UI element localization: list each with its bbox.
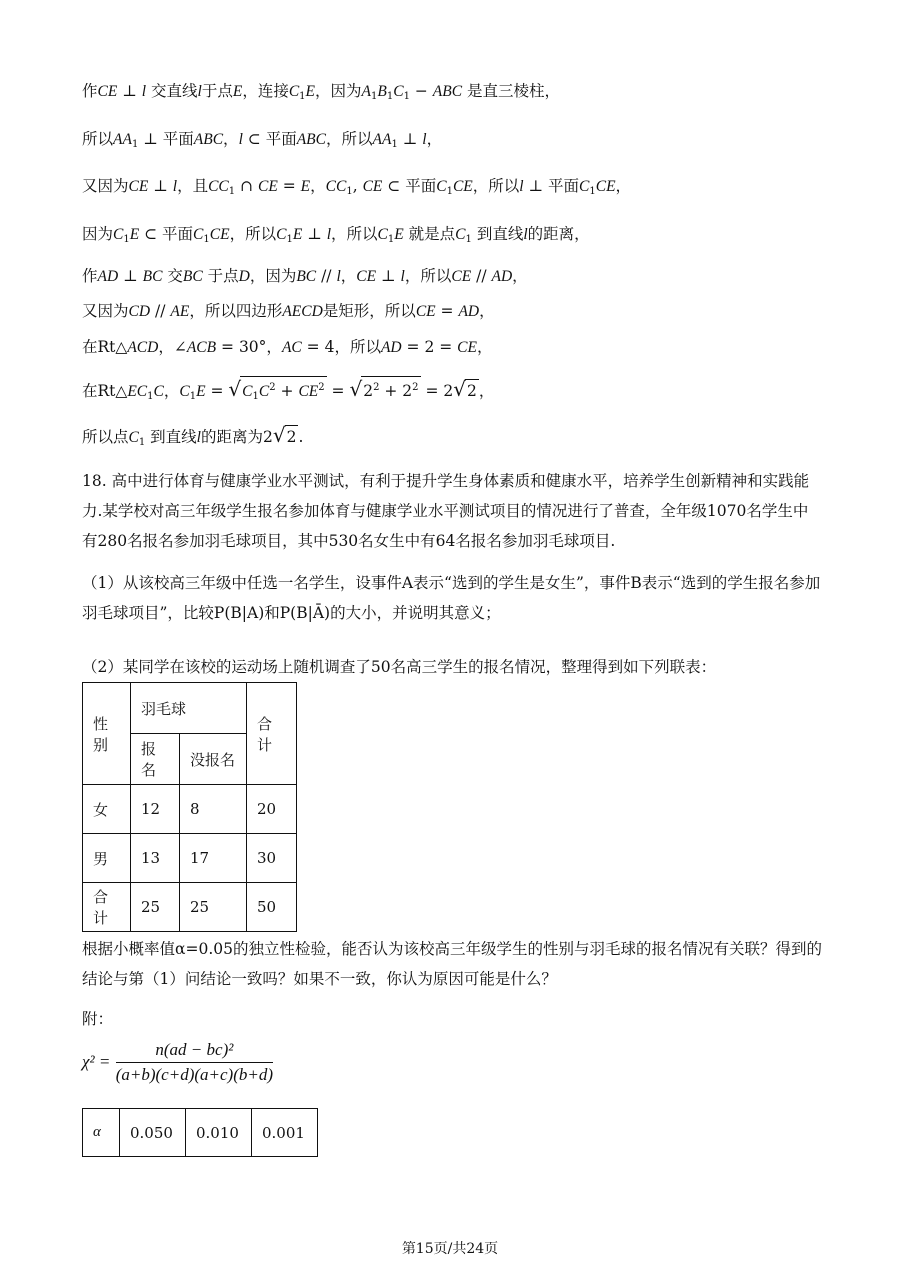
cell-not: 25 [180,883,247,932]
header-total: 合计 [247,683,297,785]
alpha-value: 0.050 [120,1109,186,1157]
header-gender: 性别 [83,683,131,785]
row-label: 合计 [83,883,131,932]
header-not-signed: 没报名 [180,734,247,785]
problem-18-intro: 18. 高中进行体育与健康学业水平测试，有利于提升学生身体素质和健康水平，培养学生创新精神和实践能力.某学校对高三年级学生报名参加体育与健康学业水平测试项目的情况进行了普查，全年级1070名学生中有280名报名参加羽毛球项目，其中530名女生中有64名报名参加羽毛球项目. [82,472,810,550]
proof-line-8: 在$Rt\triangle EC_1C$，$C_1E = √C_1C^2 + CE^2 = √2^2 + 2^2 = 2√2$ ， [82,376,494,408]
cell-signed: 13 [131,834,180,883]
cell-total: 20 [247,785,297,834]
formula-denominator: (a+b)(c+d)(a+c)(b+d) [115,1065,273,1084]
page-footer: 第15页/共24页 [401,1241,499,1257]
problem-18-part2: （2）某同学在该校的运动场上随机调查了50名高三学生的报名情况，整理得到如下列联表： [82,658,717,676]
formula-lhs: χ² = [82,1052,111,1071]
row-label: 女 [83,785,131,834]
cell-not: 17 [180,834,247,883]
problem-18-question: 根据小概率值α=0.05的独立性检验，能否认为该校高三年级学生的性别与羽毛球的报名情况有关联？得到的结论与第（1）问结论一致吗？如果不一致，你认为原因可能是什么？ [82,940,822,988]
row-label: 男 [83,834,131,883]
table-row [83,834,297,883]
proof-line-7: 在Rt△ACD，∠ACB = 30°，AC = 4，所以AD = 2 = CE， [82,338,493,356]
table-row [83,785,297,834]
cell-not: 8 [180,785,247,834]
proof-line-6: 又因为CD // AE，所以四边形AECD是矩形，所以CE = AD， [82,302,495,320]
contingency-table [82,682,297,932]
header-badminton: 羽毛球 [131,683,247,734]
proof-line-5: 作AD ⊥ BC 交BC 于点D，因为BC // l，CE ⊥ l，所以CE // AD， [82,267,528,285]
cell-signed: 25 [131,883,180,932]
alpha-value: 0.001 [252,1109,318,1157]
appendix-label: 附： [82,1010,114,1028]
alpha-value: 0.010 [186,1109,252,1157]
chi-square-formula [82,1040,273,1085]
formula-numerator: n(ad − bc)² [116,1040,273,1063]
proof-line-1: 作CE ⊥ l 交直线l于点E，连接$C_1E$，因为$A_1B_1C_1$ − ABC 是直三棱柱， [82,82,560,102]
proof-line-2: 所以$AA_1$ ⊥ 平面ABC，l ⊂ 平面ABC，所以$AA_1$ ⊥ l， [82,130,443,150]
cell-signed: 12 [131,785,180,834]
header-signed: 报名 [131,734,180,785]
cell-total: 50 [247,883,297,932]
proof-line-3: 又因为CE ⊥ l，且$CC_1$ ∩ CE = E，$CC_1$, CE ⊂ 平面$C_1CE$，所以l ⊥ 平面$C_1CE$， [82,177,632,197]
cell-total: 30 [247,834,297,883]
alpha-label: α [83,1109,120,1157]
proof-line-4: 因为$C_1E$ ⊂ 平面$C_1CE$，所以$C_1E$ ⊥ l，所以$C_1E$ 就是点$C_1$ 到直线l的距离， [82,225,590,245]
alpha-table [82,1108,318,1157]
proof-line-9: 所以点$C_1$ 到直线l的距离为2√2 . [82,423,304,448]
table-row [83,883,297,932]
problem-18-part1: （1）从该校高三年级中任选一名学生，设事件A表示“选到的学生是女生”，事件B表示“选到的学生报名参加羽毛球项目”，比较P(B|A)和P(B|Ā)的大小，并说明其意义； [82,574,821,622]
